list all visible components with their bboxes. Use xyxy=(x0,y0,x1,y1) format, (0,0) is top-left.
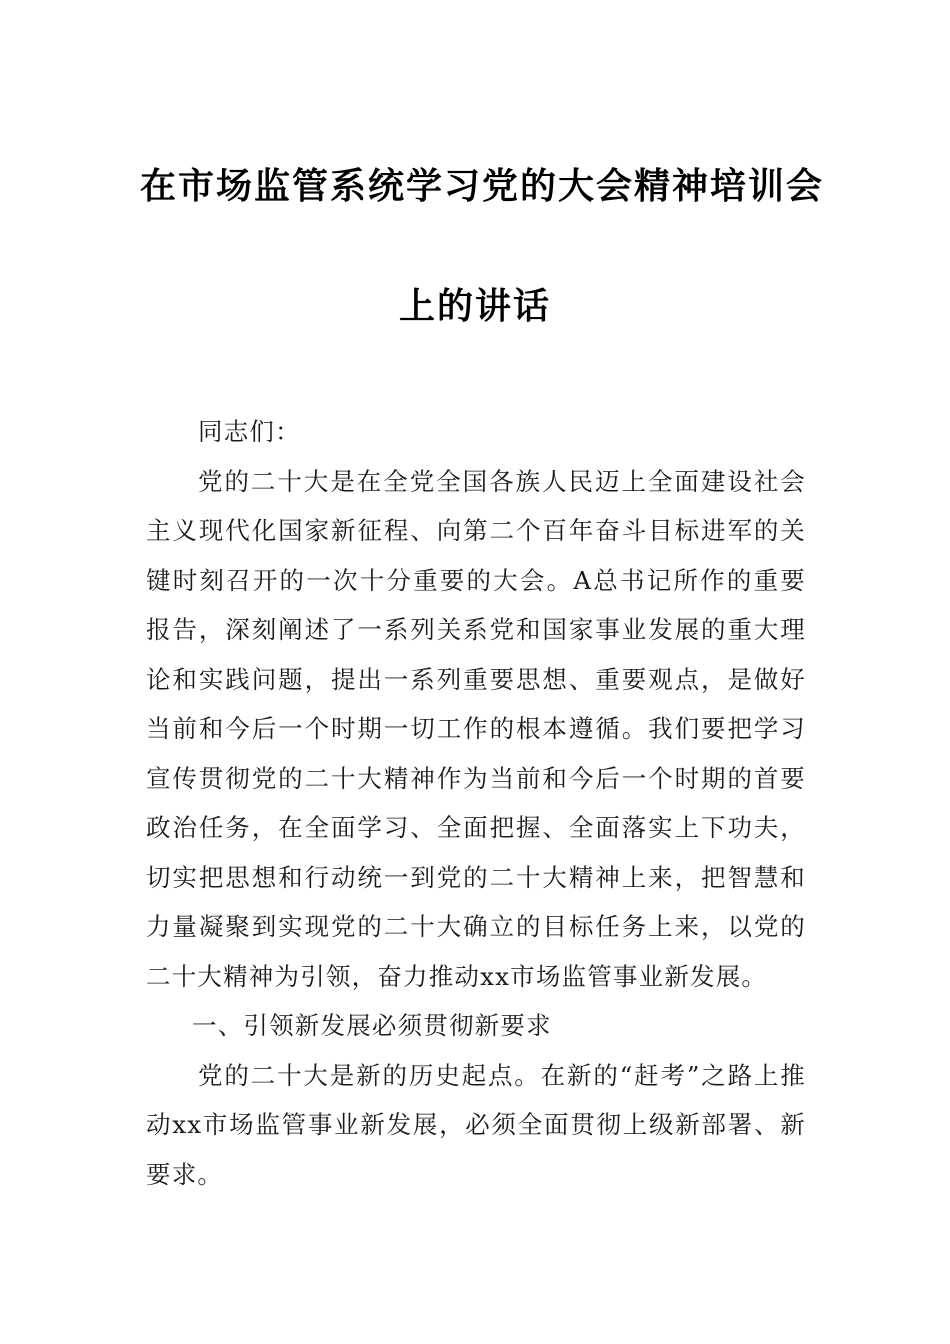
section-1-heading: 一、引领新发展必须贯彻新要求 xyxy=(192,1011,552,1040)
paragraph-1: 党的二十大是在全党全国各族人民迈上全面建设社会主义现代化国家新征程、向第二个百年奋斗目标进军的关键时刻召开的一次十分重要的大会。A总书记所作的重要报告，深刻阐述了一系列关系党和国家事业发展的重大理论和实践问题，提出一系列重要思想、重要观点，是做好当前和今后一个时期一切工作的根本遵循。我们要把学习宣传贯彻党的二十大精神作为当前和今后一个时期的首要政治任务，在全面学习、全面把握、全面落实上下功夫，切实把思想和行动统一到党的二十大精神上来，把智慧和力量凝聚到实现党的二十大确立的目标任务上来，以党的二十大精神为引领，奋力推动xx市场监管事业新发展。 xyxy=(146,466,806,991)
document-title-line2: 上的讲话 xyxy=(398,286,551,327)
document-title-line1: 在市场监管系统学习党的大会精神培训会 xyxy=(140,166,825,207)
salutation: 同志们： xyxy=(198,417,301,446)
document-body xyxy=(146,407,806,1199)
paragraph-2: 党的二十大是新的历史起点。在新的“赶考”之路上推动xx市场监管事业新发展，必须全面贯彻上级新部署、新要求。 xyxy=(146,1060,806,1189)
